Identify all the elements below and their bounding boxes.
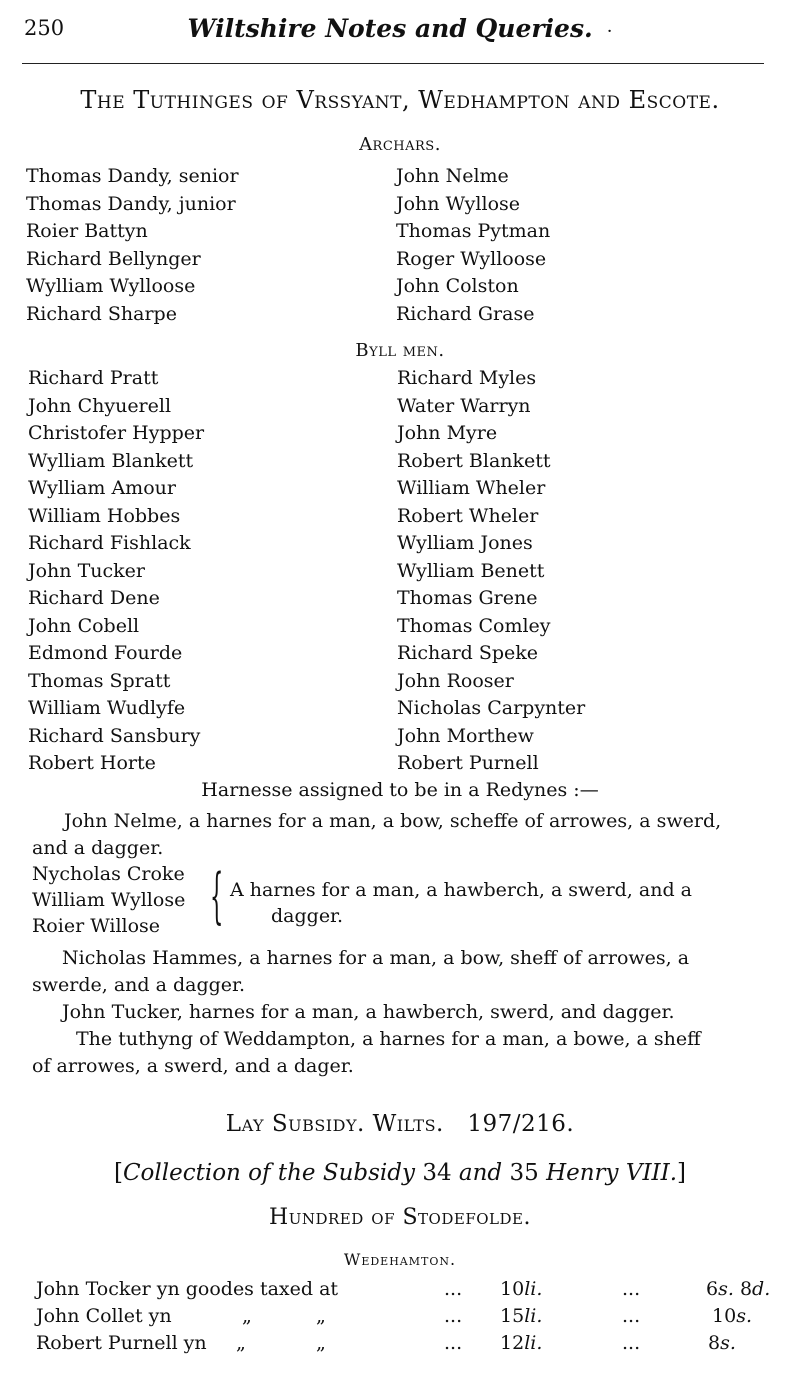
byll-left-11: Edmond Fourde xyxy=(28,642,183,664)
byll-left-4: Wylliam Blankett xyxy=(28,450,194,472)
lay-subsidy-title: Lay Subsidy. Wilts. xyxy=(225,1111,444,1137)
harnesse-p2-line1: Nicholas Hammes, a harnes for a man, a bow, sheff of arrowes, a xyxy=(62,947,690,969)
subsidy-row-1-tax-num: 6 xyxy=(706,1278,719,1300)
collection-line xyxy=(0,1160,800,1186)
archars-label: Archars. xyxy=(359,134,441,155)
byll-left-6: William Hobbes xyxy=(28,505,181,527)
subsidy-row-1-num: 10 xyxy=(500,1278,525,1300)
archars-right-3: Thomas Pytman xyxy=(396,220,551,242)
subsidy-row-1-tax xyxy=(706,1278,770,1300)
curly-brace: { xyxy=(210,861,224,931)
byll-right-1: Richard Myles xyxy=(397,367,537,389)
subsidy-row-1-tax-num2: 8 xyxy=(739,1278,753,1300)
subsidy-row-3-amount xyxy=(500,1332,542,1354)
byll-left-9: Richard Dene xyxy=(28,587,160,609)
byll-right-9: Thomas Grene xyxy=(397,587,538,609)
archars-left-1: Thomas Dandy, senior xyxy=(26,165,239,187)
archars-left-3: Roier Battyn xyxy=(26,220,148,242)
subsidy-row-2-tax xyxy=(712,1305,752,1327)
subsidy-row-3-name: Robert Purnell yn xyxy=(36,1332,207,1354)
harnesse-p1-line1: John Nelme, a harnes for a man, a bow, scheffe of arrowes, a swerd, xyxy=(64,810,722,832)
collection-text-2: Henry VIII. xyxy=(546,1160,678,1186)
harnesse-p3-line1: John Tucker, harnes for a man, a hawberch, swerd, and dagger. xyxy=(62,1001,675,1023)
harnesse-heading: Harnesse assigned to be in a Redynes :— xyxy=(201,779,599,801)
byll-left-12: Thomas Spratt xyxy=(28,670,171,692)
byll-right-13: Nicholas Carpynter xyxy=(397,697,586,719)
collection-and: and xyxy=(458,1160,503,1186)
subsidy-row-3-dots2: ... xyxy=(622,1332,641,1354)
byll-right-11: Richard Speke xyxy=(397,642,539,664)
harnesse-p4-line1: The tuthyng of Weddampton, a harnes for a man, a bowe, a sheff xyxy=(76,1028,701,1050)
subsidy-row-2-dots2: ... xyxy=(622,1305,641,1327)
collection-close-bracket: ] xyxy=(677,1160,687,1186)
harnesse-p2-line2: swerde, and a dagger. xyxy=(32,974,246,996)
subsidy-row-3-num: 12 xyxy=(500,1332,525,1354)
collection-num-1: 34 xyxy=(422,1160,452,1186)
header-rule xyxy=(22,63,764,64)
brace-text-line1: A harnes for a man, a hawberch, a swerd, and a xyxy=(230,879,692,901)
byll-left-2: John Chyuerell xyxy=(28,395,172,417)
byll-left-1: Richard Pratt xyxy=(28,367,159,389)
byll-right-5: William Wheler xyxy=(397,477,546,499)
archars-right-4: Roger Wylloose xyxy=(396,248,547,270)
byll-right-6: Robert Wheler xyxy=(397,505,539,527)
byll-right-12: John Rooser xyxy=(397,670,514,692)
archars-right-5: John Colston xyxy=(396,275,519,297)
harnesse-p4-line2: of arrowes, a swerd, and a dager. xyxy=(32,1055,354,1077)
subsidy-row-3-unit: li. xyxy=(524,1332,543,1354)
byll-left-15: Robert Horte xyxy=(28,752,156,774)
subsidy-row-2-ditto2: „ xyxy=(316,1305,326,1327)
byll-right-10: Thomas Comley xyxy=(397,615,551,637)
subsidy-row-1-amount xyxy=(500,1278,542,1300)
subsidy-row-3-tax xyxy=(708,1332,736,1354)
byll-right-2: Water Warryn xyxy=(397,395,531,417)
byll-right-8: Wylliam Benett xyxy=(397,560,545,582)
brace-text-line2: dagger. xyxy=(271,905,344,927)
byll-right-15: Robert Purnell xyxy=(397,752,539,774)
harnesse-p1-line2: and a dagger. xyxy=(32,837,164,859)
subsidy-row-1-name: John Tocker yn goodes taxed at xyxy=(36,1278,339,1300)
subsidy-row-3-dots1: ... xyxy=(444,1332,463,1354)
byll-right-3: John Myre xyxy=(397,422,498,444)
byll-right-4: Robert Blankett xyxy=(397,450,551,472)
archars-right-6: Richard Grase xyxy=(396,303,535,325)
subsidy-row-1-tax-unit: s. xyxy=(718,1278,734,1300)
archars-left-6: Richard Sharpe xyxy=(26,303,177,325)
byll-left-14: Richard Sansbury xyxy=(28,725,201,747)
byll-right-7: Wylliam Jones xyxy=(397,532,533,554)
byll-men-label: Byll men. xyxy=(355,340,445,361)
subsidy-row-1-dots2: ... xyxy=(622,1278,641,1300)
brace-name-1: Nycholas Croke xyxy=(32,863,185,885)
subsidy-row-2-amount xyxy=(500,1305,542,1327)
subsidy-row-1-unit: li. xyxy=(524,1278,543,1300)
place-heading: Wedehamton. xyxy=(343,1250,457,1269)
hundred-heading: Hundred of Stodefolde. xyxy=(269,1205,531,1230)
byll-right-14: John Morthew xyxy=(397,725,534,747)
collection-num-2: 35 xyxy=(509,1160,539,1186)
brace-name-2: William Wyllose xyxy=(32,889,186,911)
subsidy-row-2-ditto1: „ xyxy=(242,1305,252,1327)
brace-name-3: Roier Willose xyxy=(32,915,161,937)
archars-left-2: Thomas Dandy, junior xyxy=(26,193,236,215)
subsidy-row-2-tax-num: 10 xyxy=(712,1305,737,1327)
subsidy-row-2-name: John Collet yn xyxy=(36,1305,172,1327)
main-heading: The Tuthinges of Vrssyant, Wedhampton and Escote. xyxy=(80,86,720,114)
byll-left-8: John Tucker xyxy=(28,560,145,582)
collection-open-bracket: [ xyxy=(113,1160,123,1186)
brace-names xyxy=(32,861,185,939)
subsidy-row-1-tax-unit2: d. xyxy=(752,1278,771,1300)
byll-left-7: Richard Fishlack xyxy=(28,532,191,554)
subsidy-row-2-tax-unit: s. xyxy=(736,1305,752,1327)
subsidy-row-3-ditto1: „ xyxy=(236,1332,246,1354)
byll-left-5: Wylliam Amour xyxy=(28,477,176,499)
archars-left-5: Wylliam Wylloose xyxy=(26,275,196,297)
byll-left-13: William Wudlyfe xyxy=(28,697,186,719)
subsidy-row-3-tax-num: 8 xyxy=(708,1332,721,1354)
lay-subsidy-ref: 197/216. xyxy=(467,1111,575,1137)
byll-left-3: Christofer Hypper xyxy=(28,422,205,444)
archars-left-4: Richard Bellynger xyxy=(26,248,201,270)
subsidy-row-1-dots1: ... xyxy=(444,1278,463,1300)
running-title-mark: · xyxy=(606,21,613,42)
running-title xyxy=(0,14,800,43)
archars-right-1: John Nelme xyxy=(396,165,509,187)
collection-text-1: Collection of the Subsidy xyxy=(122,1160,415,1186)
subsidy-row-2-num: 15 xyxy=(500,1305,525,1327)
running-title-text: Wiltshire Notes and Queries. xyxy=(187,14,593,43)
lay-subsidy-heading xyxy=(0,1111,800,1137)
page-number: 250 xyxy=(24,16,65,40)
subsidy-row-3-ditto2: „ xyxy=(316,1332,326,1354)
byll-left-10: John Cobell xyxy=(28,615,140,637)
archars-right-2: John Wyllose xyxy=(396,193,521,215)
subsidy-row-2-dots1: ... xyxy=(444,1305,463,1327)
subsidy-row-3-tax-unit: s. xyxy=(720,1332,736,1354)
subsidy-row-2-unit: li. xyxy=(524,1305,543,1327)
